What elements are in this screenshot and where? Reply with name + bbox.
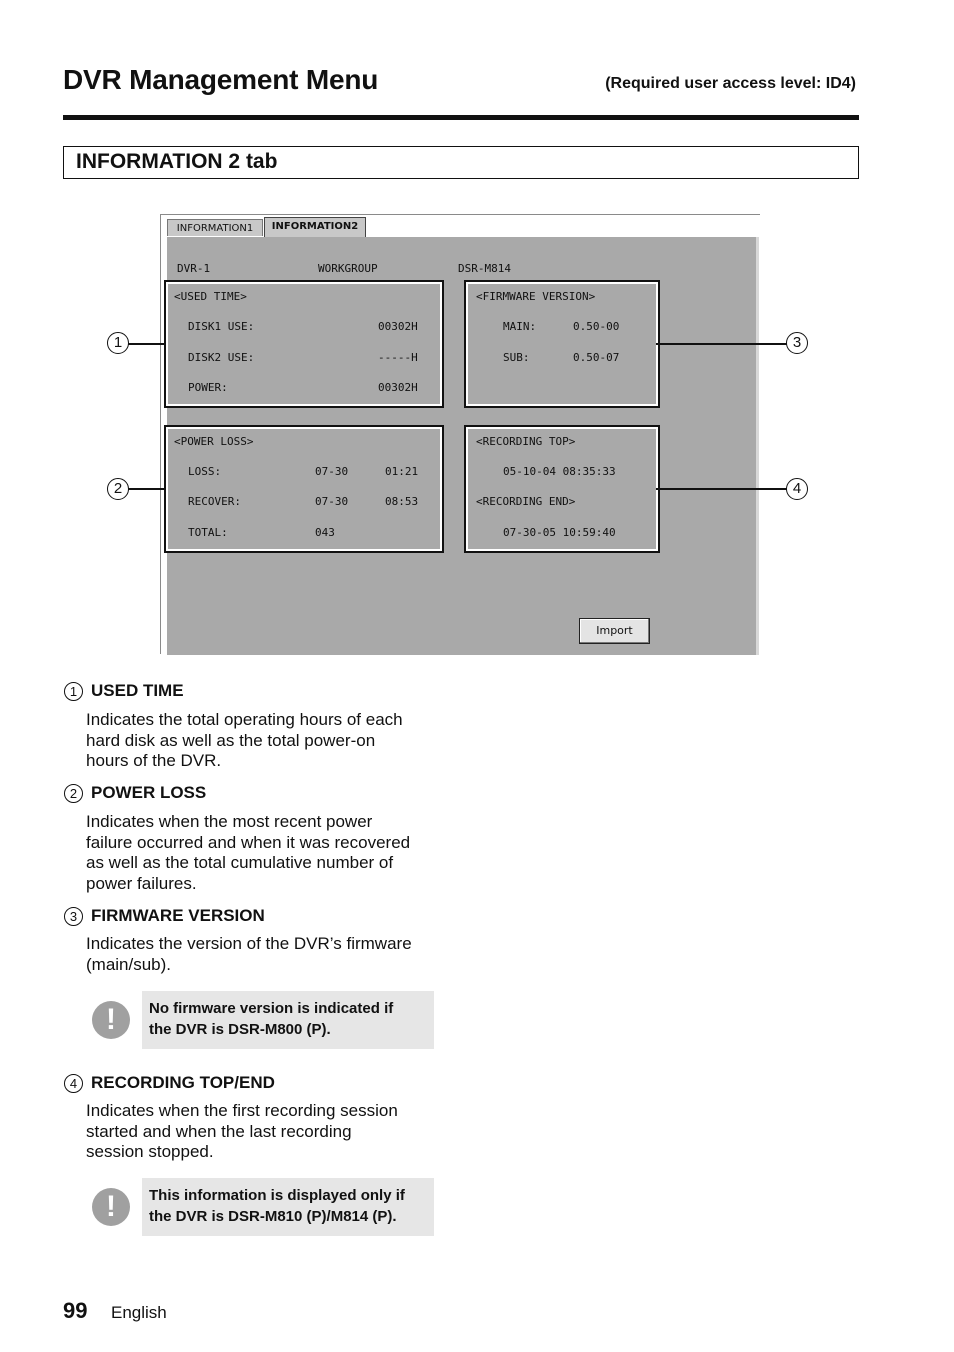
item-number: 3 [64, 907, 83, 926]
note-firmware [142, 991, 434, 1049]
note-line: This information is displayed only if [149, 1187, 405, 1204]
power-value: 00302H [378, 381, 418, 394]
item-body-power-loss [86, 812, 446, 894]
firmware-sub-label: SUB: [503, 351, 530, 364]
firmware-main-label: MAIN: [503, 320, 537, 333]
note-line: the DVR is DSR-M800 (P). [149, 1021, 331, 1038]
used-time-heading: <USED TIME> [174, 290, 247, 303]
tab-information1[interactable]: INFORMATION1 [167, 219, 263, 236]
callout-line-3 [656, 343, 788, 345]
total-value: 043 [315, 526, 335, 539]
body-line: power failures. [86, 873, 197, 893]
body-line: Indicates when the first recording session [86, 1101, 398, 1120]
tab-content [167, 237, 759, 655]
callout-2: 2 [107, 478, 129, 500]
item-body-used-time [86, 710, 446, 772]
item-number: 4 [64, 1074, 83, 1093]
body-line: hard disk as well as the total power-on [86, 730, 376, 750]
item-title: USED TIME [91, 681, 184, 700]
header-rule [63, 115, 859, 120]
note-text [149, 1185, 429, 1227]
recording-end-value: 07-30-05 10:59:40 [503, 526, 616, 539]
body-line: session stopped. [86, 1142, 214, 1161]
body-line: Indicates the version of the DVR’s firmware [86, 934, 412, 953]
item-heading-recording [64, 1073, 275, 1093]
recover-date: 07-30 [315, 495, 349, 508]
total-label: TOTAL: [188, 526, 228, 539]
body-line: Indicates when the most recent power [86, 812, 373, 831]
loss-date: 07-30 [315, 465, 349, 478]
item-heading-firmware-version [64, 906, 265, 926]
recording-top-heading: <RECORDING TOP> [476, 435, 576, 448]
page-number: 99 [63, 1298, 88, 1323]
page-language: English [111, 1303, 167, 1322]
information2-screenshot [160, 214, 760, 654]
body-line: failure occurred and when it was recovered [86, 832, 411, 852]
item-title: RECORDING TOP/END [91, 1073, 275, 1092]
item-heading-used-time [64, 681, 184, 701]
note-recording [142, 1178, 434, 1236]
firmware-version-box [464, 280, 660, 408]
recording-top-value: 05-10-04 08:35:33 [503, 465, 616, 478]
recording-box [464, 425, 660, 553]
page-title: DVR Management Menu [63, 64, 379, 95]
item-body-recording [86, 1101, 446, 1163]
body-line: (main/sub). [86, 954, 172, 974]
note-text [149, 998, 429, 1040]
item-number: 2 [64, 784, 83, 803]
disk2-use-label: DISK2 USE: [188, 351, 255, 364]
note-line: the DVR is DSR-M810 (P)/M814 (P). [149, 1208, 397, 1225]
access-level-note: (Required user access level: ID4) [605, 75, 856, 92]
import-button[interactable]: Import [579, 618, 650, 644]
item-number: 1 [64, 682, 83, 701]
callout-1: 1 [107, 332, 129, 354]
firmware-main-value: 0.50-00 [573, 320, 620, 333]
device-name: DVR-1 [177, 262, 211, 275]
callout-3: 3 [786, 332, 808, 354]
disk1-use-label: DISK1 USE: [188, 320, 255, 333]
caution-icon: ! [92, 1188, 130, 1226]
item-title: FIRMWARE VERSION [91, 906, 265, 925]
power-loss-heading: <POWER LOSS> [174, 435, 254, 448]
device-workgroup: WORKGROUP [318, 262, 378, 275]
recording-end-heading: <RECORDING END> [476, 495, 576, 508]
tab-information2[interactable]: INFORMATION2 [264, 217, 366, 237]
disk2-use-value: -----H [378, 351, 418, 364]
recover-time: 08:53 [385, 495, 419, 508]
firmware-heading: <FIRMWARE VERSION> [476, 290, 596, 303]
item-body-firmware-version [86, 934, 446, 975]
callout-line-2 [128, 488, 164, 490]
body-line: hours of the DVR. [86, 751, 222, 770]
body-line: Indicates the total operating hours of each [86, 710, 403, 729]
power-label: POWER: [188, 381, 228, 394]
used-time-box [164, 280, 444, 408]
tab-strip [161, 215, 759, 237]
section-heading-box [63, 146, 859, 179]
callout-4: 4 [786, 478, 808, 500]
callout-line-4 [656, 488, 788, 490]
loss-label: LOSS: [188, 465, 222, 478]
body-line: started and when the last recording [86, 1121, 352, 1141]
item-heading-power-loss [64, 783, 206, 803]
firmware-sub-value: 0.50-07 [573, 351, 620, 364]
callout-line-1 [128, 343, 164, 345]
section-title: INFORMATION 2 tab [76, 150, 278, 173]
disk1-use-value: 00302H [378, 320, 418, 333]
power-loss-box [164, 425, 444, 553]
body-line: as well as the total cumulative number of [86, 853, 394, 872]
item-title: POWER LOSS [91, 783, 207, 802]
note-line: No firmware version is indicated if [149, 1000, 394, 1017]
recover-label: RECOVER: [188, 495, 241, 508]
device-model: DSR-M814 [458, 262, 511, 275]
loss-time: 01:21 [385, 465, 419, 478]
caution-icon: ! [92, 1001, 130, 1039]
